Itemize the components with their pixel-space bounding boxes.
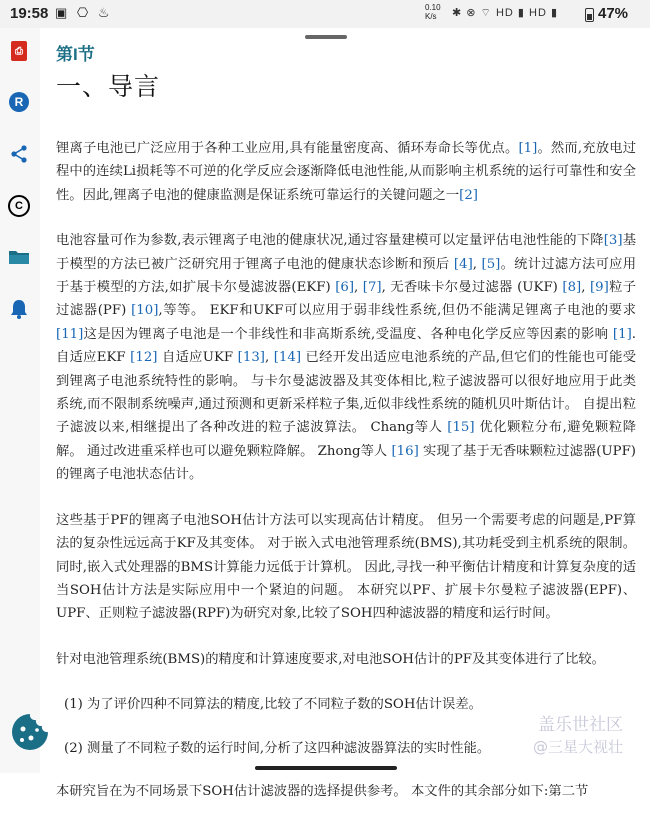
- paragraph-text: . 自适应EKF: [56, 326, 636, 366]
- citation-link[interactable]: [1]: [518, 141, 538, 156]
- paragraph-text: 。然而,充放电过程中的连续Li损耗等不可逆的化学反应会逐渐降低电池性能,从而影响主机系统的运行可靠性和安全性。因此,锂离子电池的健康监测是保证系统可靠运行的关键问题之一: [56, 141, 636, 203]
- paragraph-text: 优化颗粒分布,避免颗粒降解。 通过改进重采样也可以避免颗粒降解。 Zhong等人: [56, 420, 637, 459]
- paragraph: [56, 229, 636, 486]
- share-icon: [10, 145, 28, 163]
- battery-level: 47%: [598, 5, 629, 22]
- paragraph-text: 。统计过滤方法可应用于基于模型的方法,如扩展卡尔曼滤波器(EKF): [56, 256, 637, 296]
- r-icon: R: [9, 92, 29, 112]
- pdf-button[interactable]: [6, 38, 32, 64]
- status-app-icons: ▣ ⎔ ♨: [55, 5, 113, 20]
- paragraph: [56, 509, 636, 626]
- home-indicator[interactable]: [255, 766, 397, 770]
- bell-icon: [10, 299, 28, 319]
- citation-link[interactable]: [14]: [273, 350, 302, 366]
- paragraph-text: , 无香味卡尔曼过滤器 (UKF): [381, 280, 563, 296]
- copyright-button[interactable]: [6, 193, 32, 219]
- paragraph-text: ,: [264, 350, 274, 366]
- paragraph-text: 实现了基于无香味颗粒过滤器(UPF)的锂离子电池状态估计。: [56, 443, 636, 483]
- section-title: 一、导言: [56, 72, 161, 101]
- drag-handle[interactable]: [305, 35, 347, 39]
- article-content: [56, 40, 636, 825]
- paragraph-text: 粒子过滤器(PF): [56, 280, 636, 319]
- paragraph: [56, 137, 636, 207]
- pdf-icon: ⎙: [11, 41, 27, 61]
- citation-link[interactable]: [1]: [612, 326, 632, 342]
- citation-link[interactable]: [16]: [391, 443, 419, 459]
- paragraph-text: 这些基于PF的锂离子电池SOH估计方法可以实现高估计精度。 但另一个需要考虑的问题是,PF算法的复杂性远远高于KF及其变体。 对于嵌入式电池管理系统(BMS),其功耗受到主机系统的限制。 同时,嵌入式处理器的BMS计算能力远低于计算机。 因此,寻找一种平衡估计精度和计算复杂度的适当SOH估计方法是实际应用中一个紧迫的问题。 本研究以PF、扩展卡尔曼粒子滤波器(EPF)、UPF、正则粒子滤波器(RPF)为研究对象,比较了SOH四种滤波器的精度和运行时间。: [56, 512, 636, 622]
- cookie-icon[interactable]: [10, 712, 50, 752]
- watermark: [533, 714, 623, 758]
- status-time: 19:58: [10, 5, 49, 22]
- paragraph-text: 自适应UKF: [157, 350, 238, 366]
- paragraph-text: (2) 测量了不同粒子数的运行时间,分析了这四种滤波器算法的实时性能。: [64, 740, 491, 756]
- citation-link[interactable]: [5]: [481, 256, 501, 272]
- paragraph-text: ,等等。 EKF和UKF可以应用于弱非线性系统,但仍不能满足锂离子电池的要求: [158, 303, 636, 319]
- citation-link[interactable]: [10]: [131, 303, 159, 319]
- paragraph-text: ,: [472, 256, 482, 272]
- section-label: 第I节: [56, 45, 95, 64]
- paragraph-text: 锂离子电池已广泛应用于各种工业应用,具有能量密度高、循环寿命长等优点。: [56, 141, 519, 156]
- battery-icon: [585, 8, 594, 22]
- notification-button[interactable]: [6, 296, 32, 322]
- citation-link[interactable]: [3]: [603, 233, 623, 249]
- citation-link[interactable]: [15]: [447, 420, 475, 436]
- citation-link[interactable]: [9]: [589, 280, 609, 296]
- citation-link[interactable]: [8]: [562, 280, 582, 296]
- network-speed: 0.10 K/s: [425, 3, 441, 21]
- citation-link[interactable]: [6]: [335, 280, 355, 296]
- paragraph-text: (1) 为了评价四种不同算法的精度,比较了不同粒子数的SOH估计误差。: [64, 697, 482, 713]
- paragraph-text: 基于模型的方法已被广泛研究用于锂离子电池的健康状态诊断和预后: [56, 233, 637, 272]
- paragraph-text: 针对电池管理系统(BMS)的精度和计算速度要求,对电池SOH估计的PF及其变体进行了比较。: [56, 651, 605, 667]
- researchgate-button[interactable]: [6, 89, 32, 115]
- status-system-icons: ✱ ⊗ ⌔ HD ▮ HD ▮: [452, 7, 558, 19]
- citation-link[interactable]: [4]: [453, 256, 473, 272]
- paragraph-text: 这是因为锂离子电池是一个非线性和非高斯系统,受温度、各种电化学反应等因素的影响: [83, 326, 613, 342]
- paragraph-text: 电池容量可作为参数,表示锂离子电池的健康状况,通过容量建模可以定量评估电池性能的下降: [56, 233, 604, 249]
- share-button[interactable]: [6, 141, 32, 167]
- folder-button[interactable]: [6, 244, 32, 270]
- citation-link[interactable]: [2]: [459, 187, 478, 203]
- citation-link[interactable]: [7]: [362, 280, 382, 296]
- paragraphs: [56, 137, 636, 803]
- paragraph: [56, 780, 636, 803]
- copyright-icon: C: [8, 195, 30, 217]
- paragraph-text: ,: [354, 280, 363, 296]
- watermark-line1: 盖乐世社区: [538, 715, 624, 735]
- watermark-line2: @三星大视壮: [533, 738, 624, 756]
- paragraph-text: 本研究旨在为不同场景下SOH估计滤波器的选择提供参考。 本文件的其余部分如下:第二节: [56, 783, 589, 799]
- sidebar: [0, 28, 40, 773]
- status-bar: [0, 0, 650, 28]
- citation-link[interactable]: [12]: [130, 350, 158, 366]
- folder-icon: [8, 249, 30, 265]
- citation-link[interactable]: [13]: [237, 350, 265, 366]
- paragraph: [56, 648, 636, 671]
- paragraph-text: ,: [581, 280, 590, 296]
- citation-link[interactable]: [11]: [56, 326, 84, 342]
- paragraph-text: 已经开发出适应电池系统的产品,但它们的性能也可能受到锂离子电池系统特性的影响。 与卡尔曼滤波器及其变体相比,粒子滤波器可以很好地应用于此类系统,而不限制系统噪声,通过预测和更新采样粒子集,近似非线性系统的随机贝叶斯估计。 自提出粒子滤波以来,相继提出了各种改进的粒子滤波算法。 Chang等人: [56, 350, 636, 436]
